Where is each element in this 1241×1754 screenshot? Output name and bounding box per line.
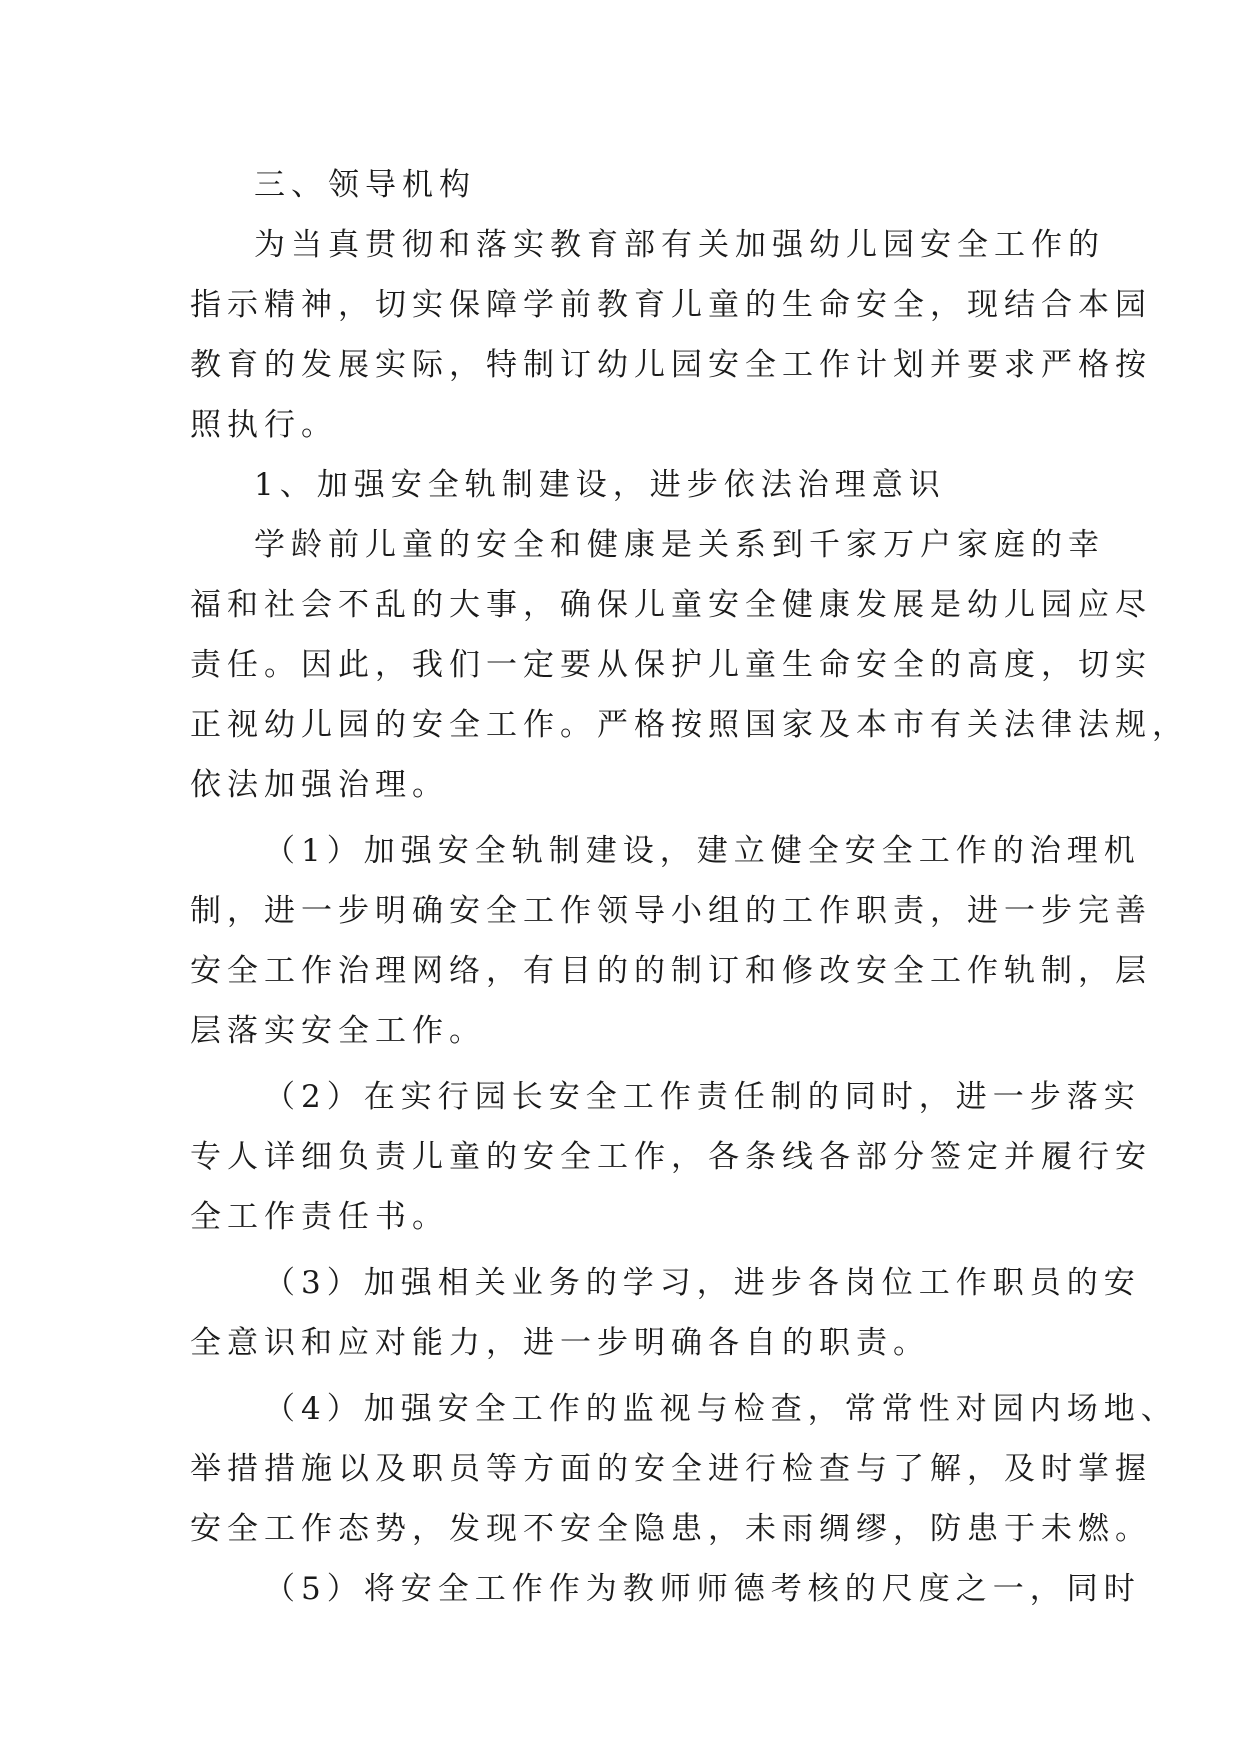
paragraph-line: 全意识和应对能力，进一步明确各自的职责。: [190, 1325, 930, 1361]
document-body: [190, 155, 1189, 1619]
subheading: 1、加强安全轨制建设，进步依法治理意识: [254, 467, 946, 503]
list-item-4: （4）加强安全工作的监视与检查，常常性对园内场地、: [264, 1391, 1178, 1427]
list-item-1: （1）加强安全轨制建设，建立健全安全工作的治理机: [264, 833, 1141, 869]
section-heading: 三、领导机构: [254, 167, 476, 203]
paragraph-line: 专人详细负责儿童的安全工作，各条线各部分签定并履行安: [190, 1139, 1152, 1175]
list-item-5: （5）将安全工作作为教师师德考核的尺度之一，同时: [264, 1571, 1141, 1607]
paragraph-line: 为当真贯彻和落实教育部有关加强幼儿园安全工作的: [254, 227, 1105, 263]
paragraph-line: 指示精神，切实保障学前教育儿童的生命安全，现结合本园: [190, 287, 1152, 323]
list-item-3: （3）加强相关业务的学习，进步各岗位工作职员的安: [264, 1265, 1141, 1301]
paragraph-line: 正视幼儿园的安全工作。严格按照国家及本市有关法律法规，: [190, 707, 1189, 743]
paragraph-line: 安全工作态势，发现不安全隐患，未雨绸缪，防患于未燃。: [190, 1511, 1152, 1547]
list-item-2: （2）在实行园长安全工作责任制的同时，进一步落实: [264, 1079, 1141, 1115]
paragraph-line: 学龄前儿童的安全和健康是关系到千家万户家庭的幸: [254, 527, 1105, 563]
paragraph-line: 福和社会不乱的大事，确保儿童安全健康发展是幼儿园应尽: [190, 587, 1152, 623]
paragraph-line: 依法加强治理。: [190, 767, 449, 803]
paragraph-line: 责任。因此，我们一定要从保护儿童生命安全的高度，切实: [190, 647, 1152, 683]
paragraph-line: 层落实安全工作。: [190, 1013, 486, 1049]
paragraph-line: 安全工作治理网络，有目的的制订和修改安全工作轨制，层: [190, 953, 1152, 989]
paragraph-line: 制，进一步明确安全工作领导小组的工作职责，进一步完善: [190, 893, 1152, 929]
paragraph-line: 教育的发展实际，特制订幼儿园安全工作计划并要求严格按: [190, 347, 1152, 383]
paragraph-line: 照执行。: [190, 407, 338, 443]
paragraph-line: 举措措施以及职员等方面的安全进行检查与了解，及时掌握: [190, 1451, 1152, 1487]
paragraph-line: 全工作责任书。: [190, 1199, 449, 1235]
